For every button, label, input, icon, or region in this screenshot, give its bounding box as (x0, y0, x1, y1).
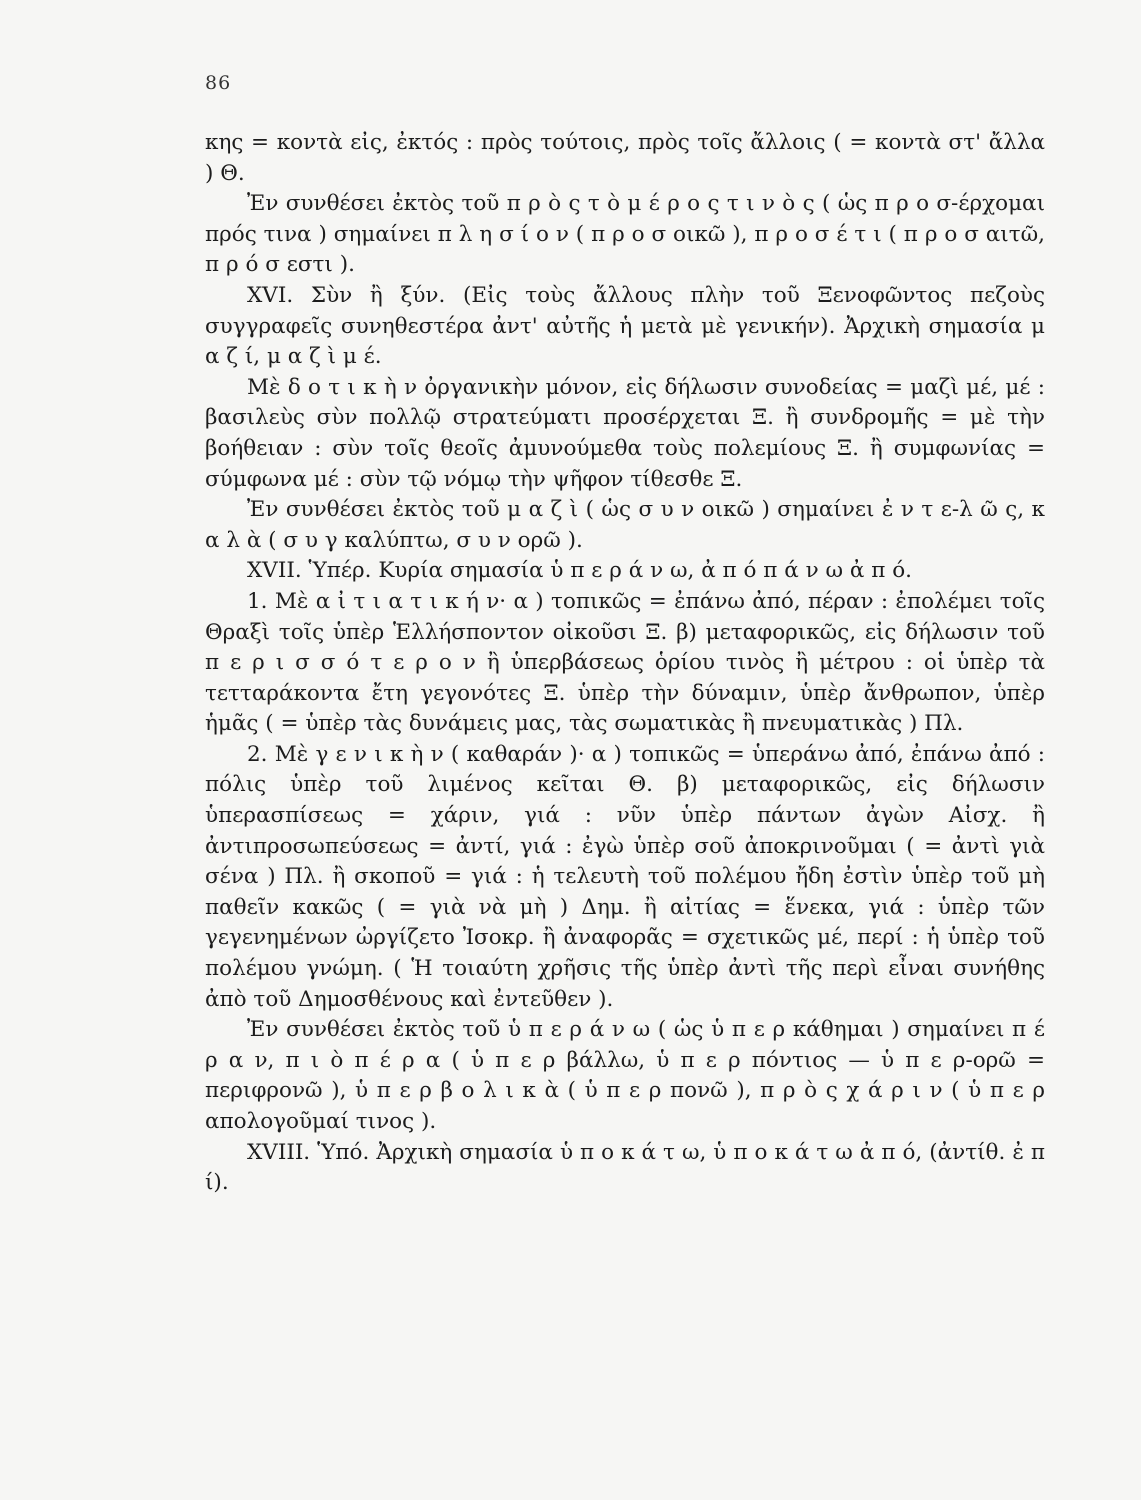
section-xviii-heading-paragraph: XVIII. Ὑπό. Ἀρχικὴ σημασία ὑ π ο κ ά τ ω, ὑ π ο κ ά τ ω ἀ π ό, (ἀντίθ. ἐ π ί). (205, 1139, 1045, 1196)
paragraph-4: Μὲ δ ο τ ι κ ὴ ν ὀργανικὴν μόνον, εἰς δήλωσιν συνοδείας = μαζὶ μέ, μέ : βασιλεὺς σὺν πολλῷ στρατεύματι προσέρχεται Ξ. ἢ συνδρομῆς = μὲ τὴν βοήθειαν : σὺν τοῖς θεοῖς ἀμυνούμεθα τοὺς πολεμίους Ξ. ἢ συμφωνίας = σύμφωνα μέ : σὺν τῷ νόμῳ τὴν ψῆφον τίθεσθε Ξ. (205, 374, 1045, 492)
section-xvi-heading-paragraph: XVI. Σὺν ἢ ξύν. (Εἰς τοὺς ἄλλους πλὴν τοῦ Ξενοφῶντος πεζοὺς συγγραφεῖς συνηθεστέρα ἀντ' αὐτῆς ἡ μετὰ μὲ γενικήν). Ἀρχικὴ σημασία μ α ζ ί, μ α ζ ὶ μ έ. (205, 282, 1045, 370)
paragraph-9: Ἐν συνθέσει ἐκτὸς τοῦ ὑ π ε ρ ά ν ω ( ὡς ὑ π ε ρ κάθημαι ) σημαίνει π έ ρ α ν, π ι ὸ π έ ρ α ( ὑ π ε ρ βάλλω, ὑ π ε ρ πόντιος — ὑ π ε ρ-ορῶ = περιφρονῶ ), ὑ π ε ρ β ο λ ι κ ὰ ( ὑ π ε ρ πονῶ ), π ρ ὸ ς χ ά ρ ι ν ( ὑ π ε ρ απολογοῦμαί τινος ). (205, 1017, 1045, 1134)
paragraph-5: Ἐν συνθέσει ἐκτὸς τοῦ μ α ζ ὶ ( ὡς σ υ ν οικῶ ) σημαίνει ἐ ν τ ε-λ ῶ ς, κ α λ ὰ ( σ υ γ καλύπτω, σ υ ν ορῶ ). (205, 497, 1045, 553)
paragraph-8: 2. Μὲ γ ε ν ι κ ὴ ν ( καθαράν )· α ) τοπικῶς = ὑπεράνω ἀπό, ἐπάνω ἀπό : πόλις ὑπὲρ τοῦ λιμένος κεῖται Θ. β) μεταφορικῶς, εἰς δήλωσιν ὑπερασπίσεως = χάριν, γιά : νῦν ὑπὲρ πάντων ἀγὼν Αἰσχ. ἢ ἀντιπροσωπεύσεως = ἀντί, γιά : ἐγὼ ὑπὲρ σοῦ ἀποκρινοῦμαι ( = ἀντὶ γιὰ σένα ) Πλ. ἢ σκοποῦ = γιά : ἡ τελευτὴ τοῦ πολέμου ἤδη ἐστὶν ὑπὲρ τοῦ μὴ παθεῖν κακῶς ( = γιὰ νὰ μὴ ) Δημ. ἢ αἰτίας = ἕνεκα, γιά : ὑπὲρ τῶν γεγενημένων ὠργίζετο Ἰσοκρ. ἢ ἀναφορᾶς = σχετικῶς μέ, περί : ἡ ὑπὲρ τοῦ πολέμου γνώμη. ( Ἡ τοιαύτη χρῆσις τῆς ὑπὲρ ἀντὶ τῆς περὶ εἶναι συνήθης ἀπὸ τοῦ Δημοσθένους καὶ ἐντεῦθεν ). (205, 741, 1045, 1012)
section-xvii-heading-paragraph: XVII. Ὑπέρ. Κυρία σημασία ὑ π ε ρ ά ν ω, ἀ π ό π ά ν ω ἀ π ό. (247, 558, 912, 584)
paragraph-7: 1. Μὲ α ἰ τ ι α τ ι κ ή ν· α ) τοπικῶς = ἐπάνω ἀπό, πέραν : ἐπολέμει τοῖς Θραξὶ τοῖς ὑπὲρ Ἑλλήσποντον οἰκοῦσι Ξ. β) μεταφορικῶς, εἰς δήλωσιν τοῦ π ε ρ ι σ σ ό τ ε ρ ο ν ἢ ὑπερβάσεως ὁρίου τινὸς ἢ μέτρου : οἱ ὑπὲρ τὰ τετταράκοντα ἔτη γεγονότες Ξ. ὑπὲρ τὴν δύναμιν, ὑπὲρ ἄνθρωπον, ὑπὲρ ἡμᾶς ( = ὑπὲρ τὰς δυνάμεις μας, τὰς σωματικὰς ἢ πνευματικὰς ) Πλ. (205, 588, 1045, 737)
paragraph-2: Ἐν συνθέσει ἐκτὸς τοῦ π ρ ὸ ς τ ὸ μ έ ρ ο ς τ ι ν ὸ ς ( ὡς π ρ ο σ-έρχομαι πρός τινα ) σημαίνει π λ η σ ί ο ν ( π ρ ο σ οικῶ ), π ρ ο σ έ τ ι ( π ρ ο σ αιτῶ, π ρ ό σ εστι ). (205, 191, 1045, 278)
body-text (205, 128, 1045, 1199)
paragraph-1: κης = κοντὰ εἰς, ἐκτός : πρὸς τούτοις, πρὸς τοῖς ἄλλοις ( = κοντὰ στ' ἄλλα ) Θ. (205, 130, 1045, 186)
page-number: 86 (205, 72, 232, 94)
